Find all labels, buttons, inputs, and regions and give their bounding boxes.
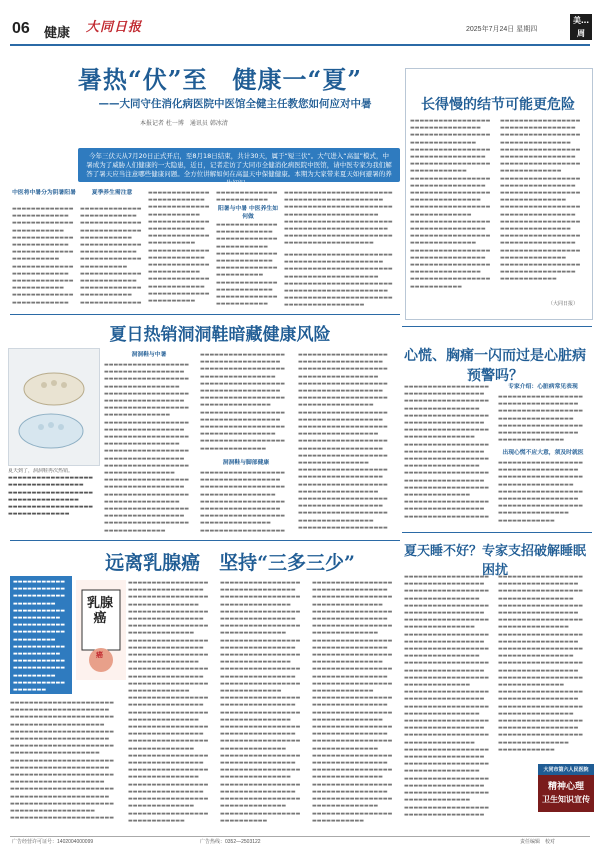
croc-shoes-photo <box>8 348 100 466</box>
lead-text: 今年三伏天从7月20日正式开启，至8月18日结束，共计30天，属于“短三伏”。大气进入“高温”模式，中暑成为了威胁人们健康的一大隐患，近日，记者走访了大同市全健消化病医院中医馆，请中医专家为我们解答了暑天应当注意哪些健康问题。全方位讲解如何在高温天中保健健康。本期为大家带来夏天如何避暑的养生知识。 <box>86 152 392 187</box>
byline: 本报记者 杜一博 通讯员 韩冰清 <box>140 120 228 127</box>
right3-col1: ▬▬▬▬▬▬▬▬▬▬▬▬▬▬▬▬▬▬ ▬▬▬▬▬▬▬▬▬▬▬▬▬▬▬▬▬ ▬▬▬▬▬▬▬▬▬▬▬▬▬▬▬▬▬▬ ▬▬▬▬▬▬▬▬▬▬▬▬▬▬▬▬ ▬▬▬▬▬▬▬▬▬▬▬▬▬▬▬▬▬▬ ▬▬▬▬▬▬▬▬▬▬▬▬▬▬▬▬▬ ▬▬▬▬▬▬▬▬▬▬▬▬▬▬▬▬▬▬ ▬▬▬▬▬▬▬▬▬▬▬▬▬▬▬ ▬▬▬▬▬▬▬▬▬▬▬▬▬▬▬▬▬▬ ▬▬▬▬▬▬▬▬▬▬▬▬▬▬▬▬▬ ▬▬▬▬▬▬▬▬▬▬▬▬▬▬▬▬▬▬ ▬▬▬▬▬▬▬▬▬▬▬▬▬▬▬▬ ▬▬▬▬▬▬▬▬▬▬▬▬▬▬▬▬▬▬ ▬▬▬▬▬▬▬▬▬▬▬▬▬▬▬▬▬ ▬▬▬▬▬▬▬▬▬▬▬▬▬▬▬▬▬▬ ▬▬▬▬▬▬▬▬▬▬▬▬▬▬ ▬▬▬▬▬▬▬▬▬▬▬▬▬▬▬▬▬▬ ▬▬▬▬▬▬▬▬▬▬▬▬▬▬▬▬▬ ▬▬▬▬▬▬▬▬▬▬▬▬▬▬▬▬▬▬ ▬▬▬▬▬▬▬▬▬▬▬▬▬▬▬▬ ▬▬▬▬▬▬▬▬▬▬▬▬▬▬▬▬▬▬ ▬▬▬▬▬▬▬▬▬▬▬▬▬▬▬▬▬ ▬▬▬▬▬▬▬▬▬▬▬▬▬▬▬▬▬▬ ▬▬▬▬▬▬▬▬▬▬▬▬▬▬▬ ▬▬▬▬▬▬▬▬▬▬▬▬▬▬▬▬▬▬ ▬▬▬▬▬▬▬▬▬▬▬▬▬▬▬▬▬ ▬▬▬▬▬▬▬▬▬▬▬▬▬▬▬▬▬▬ ▬▬▬▬▬▬▬▬▬▬▬▬▬▬▬▬ ▬▬▬▬▬▬▬▬▬▬▬▬▬▬▬▬▬▬ ▬▬▬▬▬▬▬▬▬▬▬▬▬▬▬▬▬ ▬▬▬▬▬▬▬▬▬▬▬▬▬▬▬▬▬▬ ▬▬▬▬▬▬▬▬▬▬▬▬▬▬ ▬▬▬▬▬▬▬▬▬▬▬▬▬▬▬▬▬▬ ▬▬▬▬▬▬▬▬▬▬▬▬▬▬▬▬▬ <box>404 574 490 818</box>
col4-subhead: 阳暑与中暑 中医养生如何做 <box>218 206 278 220</box>
section2-sub2: 洞洞鞋与脚部健康 <box>222 460 270 466</box>
issue-date: 2025年7月24日 星期四 <box>466 26 538 33</box>
croc-photo-caption: 夏天到了，洞洞鞋再次热销。 ▬▬▬▬▬▬▬▬▬▬▬▬▬▬▬▬▬▬ ▬▬▬▬▬▬▬▬▬▬▬▬▬▬▬▬ ▬▬▬▬▬▬▬▬▬▬▬▬▬▬▬▬▬▬ ▬▬▬▬▬▬▬▬▬▬▬▬▬▬▬ ▬▬▬▬▬▬▬▬▬▬▬▬▬▬▬▬▬▬ ▬▬▬▬▬▬▬▬▬▬▬▬▬ <box>8 468 100 530</box>
side-article-col1: ▬▬▬▬▬▬▬▬▬▬▬▬▬▬▬▬▬ ▬▬▬▬▬▬▬▬▬▬▬▬▬▬▬ ▬▬▬▬▬▬▬▬▬▬▬▬▬▬▬▬▬ ▬▬▬▬▬▬▬▬▬▬▬▬▬▬ ▬▬▬▬▬▬▬▬▬▬▬▬▬▬▬▬▬ ▬▬▬▬▬▬▬▬▬▬▬▬▬▬▬▬ ▬▬▬▬▬▬▬▬▬▬▬▬▬▬▬▬▬ ▬▬▬▬▬▬▬▬▬▬▬▬ ▬▬▬▬▬▬▬▬▬▬▬▬▬▬▬▬▬ ▬▬▬▬▬▬▬▬▬▬▬▬▬▬▬▬ ▬▬▬▬▬▬▬▬▬▬▬▬▬▬▬▬▬ ▬▬▬▬▬▬▬▬▬▬▬▬▬▬▬ ▬▬▬▬▬▬▬▬▬▬▬▬▬▬▬▬▬ ▬▬▬▬▬▬▬▬▬▬▬▬▬ ▬▬▬▬▬▬▬▬▬▬▬▬▬▬▬▬▬ ▬▬▬▬▬▬▬▬▬▬▬▬▬▬▬▬ ▬▬▬▬▬▬▬▬▬▬▬▬▬▬▬▬▬ ▬▬▬▬▬▬▬▬▬▬▬▬▬▬ ▬▬▬▬▬▬▬▬▬▬▬▬▬▬▬▬▬ ▬▬▬▬▬▬▬▬▬▬▬▬▬▬▬▬ ▬▬▬▬▬▬▬▬▬▬▬▬▬▬▬▬▬ ▬▬▬▬▬▬▬▬▬▬▬▬▬▬▬ ▬▬▬▬▬▬▬▬▬▬▬▬▬▬▬▬▬ ▬▬▬▬▬▬▬▬▬▬▬ <box>410 118 491 290</box>
section2-sub1: 洞洞鞋与中暑 <box>131 352 167 358</box>
section3-headline: 远离乳腺癌 坚持“三多三少” <box>105 552 355 574</box>
right2-col1: ▬▬▬▬▬▬▬▬▬▬▬▬▬▬▬▬▬▬ ▬▬▬▬▬▬▬▬▬▬▬▬▬▬▬▬▬ ▬▬▬▬▬▬▬▬▬▬▬▬▬▬▬▬▬▬ ▬▬▬▬▬▬▬▬▬▬▬▬▬▬▬▬ ▬▬▬▬▬▬▬▬▬▬▬▬▬▬▬▬▬▬ ▬▬▬▬▬▬▬▬▬▬▬▬▬▬▬▬▬ ▬▬▬▬▬▬▬▬▬▬▬▬▬▬▬▬▬▬ ▬▬▬▬▬▬▬▬▬▬▬▬▬▬▬ ▬▬▬▬▬▬▬▬▬▬▬▬▬▬▬▬▬▬ ▬▬▬▬▬▬▬▬▬▬▬▬▬▬▬▬▬ ▬▬▬▬▬▬▬▬▬▬▬▬▬▬▬▬▬▬ ▬▬▬▬▬▬▬▬▬▬▬▬▬▬▬▬ ▬▬▬▬▬▬▬▬▬▬▬▬▬▬▬▬▬▬ ▬▬▬▬▬▬▬▬▬▬▬▬▬▬▬▬▬ ▬▬▬▬▬▬▬▬▬▬▬▬▬▬▬▬▬▬ ▬▬▬▬▬▬▬▬▬▬▬▬▬▬ ▬▬▬▬▬▬▬▬▬▬▬▬▬▬▬▬▬▬ ▬▬▬▬▬▬▬▬▬▬▬▬▬▬▬▬▬ ▬▬▬▬▬▬▬▬▬▬▬▬▬▬▬▬▬▬ <box>404 384 490 520</box>
section-divider <box>10 314 400 315</box>
main-col4-text-top: ▬▬▬▬▬▬▬▬▬▬▬▬▬ ▬▬▬▬▬▬▬▬▬▬▬ <box>216 190 278 204</box>
side-article-title: 长得慢的结节可能更危险 <box>421 97 575 113</box>
footer-rule <box>10 836 590 837</box>
section3-col3: ▬▬▬▬▬▬▬▬▬▬▬▬▬▬▬▬▬ ▬▬▬▬▬▬▬▬▬▬▬▬▬▬▬▬ ▬▬▬▬▬▬▬▬▬▬▬▬▬▬▬▬▬ ▬▬▬▬▬▬▬▬▬▬▬▬▬▬▬ ▬▬▬▬▬▬▬▬▬▬▬▬▬▬▬▬▬ ▬▬▬▬▬▬▬▬▬▬▬▬▬▬▬▬ ▬▬▬▬▬▬▬▬▬▬▬▬▬▬▬▬▬ ▬▬▬▬▬▬▬▬▬▬▬▬▬▬ ▬▬▬▬▬▬▬▬▬▬▬▬▬▬▬▬▬ ▬▬▬▬▬▬▬▬▬▬▬▬▬▬▬▬ ▬▬▬▬▬▬▬▬▬▬▬▬▬▬▬▬▬ ▬▬▬▬▬▬▬▬▬▬▬▬▬▬▬ ▬▬▬▬▬▬▬▬▬▬▬▬▬▬▬▬▬ ▬▬▬▬▬▬▬▬▬▬▬▬▬▬▬▬ ▬▬▬▬▬▬▬▬▬▬▬▬▬▬▬▬▬ ▬▬▬▬▬▬▬▬▬▬▬▬▬ ▬▬▬▬▬▬▬▬▬▬▬▬▬▬▬▬▬ ▬▬▬▬▬▬▬▬▬▬▬▬▬▬▬▬ ▬▬▬▬▬▬▬▬▬▬▬▬▬▬▬▬▬ ▬▬▬▬▬▬▬▬▬▬▬▬▬▬▬ ▬▬▬▬▬▬▬▬▬▬▬▬▬▬▬▬▬ ▬▬▬▬▬▬▬▬▬▬▬▬▬▬▬▬ ▬▬▬▬▬▬▬▬▬▬▬▬▬▬▬▬▬ ▬▬▬▬▬▬▬▬▬▬▬▬▬▬ ▬▬▬▬▬▬▬▬▬▬▬▬▬▬▬▬▬ ▬▬▬▬▬▬▬▬▬▬▬▬▬▬▬▬ ▬▬▬▬▬▬▬▬▬▬▬▬▬▬▬▬▬ ▬▬▬▬▬▬▬▬▬▬▬▬▬▬▬ ▬▬▬▬▬▬▬▬▬▬▬▬▬▬▬▬▬ ▬▬▬▬▬▬▬▬▬▬▬▬▬▬▬▬ ▬▬▬▬▬▬▬▬▬▬▬▬▬▬▬▬▬ ▬▬▬▬▬▬▬▬▬▬▬▬▬▬ ▬▬▬▬▬▬▬▬▬▬▬▬▬▬▬▬▬ ▬▬▬▬▬▬▬▬▬▬ <box>220 580 301 824</box>
footer-license: 广告经营许可证号：1402004000099 <box>12 839 94 845</box>
section2-col3: ▬▬▬▬▬▬▬▬▬▬▬▬▬▬▬▬▬▬▬ ▬▬▬▬▬▬▬▬▬▬▬▬▬▬▬▬▬▬ ▬▬▬▬▬▬▬▬▬▬▬▬▬▬▬▬▬▬▬ ▬▬▬▬▬▬▬▬▬▬▬▬▬▬▬▬▬ ▬▬▬▬▬▬▬▬▬▬▬▬▬▬▬▬▬▬▬ ▬▬▬▬▬▬▬▬▬▬▬▬▬▬▬▬▬▬ ▬▬▬▬▬▬▬▬▬▬▬▬▬▬▬▬▬▬▬ ▬▬▬▬▬▬▬▬▬▬▬▬▬▬▬▬ ▬▬▬▬▬▬▬▬▬▬▬▬▬▬▬▬▬▬▬ ▬▬▬▬▬▬▬▬▬▬▬▬▬▬▬▬▬▬ ▬▬▬▬▬▬▬▬▬▬▬▬▬▬▬▬▬▬▬ ▬▬▬▬▬▬▬▬▬▬▬▬▬▬▬▬▬ ▬▬▬▬▬▬▬▬▬▬▬▬▬▬▬▬▬▬▬ ▬▬▬▬▬▬▬▬▬▬▬▬▬▬▬▬▬▬ ▬▬▬▬▬▬▬▬▬▬▬▬▬▬▬▬▬▬▬ ▬▬▬▬▬▬▬▬▬▬▬▬▬▬▬ ▬▬▬▬▬▬▬▬▬▬▬▬▬▬▬▬▬▬▬ ▬▬▬▬▬▬▬▬▬▬▬▬▬▬▬▬▬▬ ▬▬▬▬▬▬▬▬▬▬▬▬▬▬▬▬▬▬▬ ▬▬▬▬▬▬▬▬▬▬▬▬▬▬▬▬▬ ▬▬▬▬▬▬▬▬▬▬▬▬▬▬▬▬▬▬▬ ▬▬▬▬▬▬▬▬▬▬▬▬▬▬▬▬▬▬ ▬▬▬▬▬▬▬▬▬▬▬▬▬▬▬▬▬▬▬ ▬▬▬▬▬▬▬▬▬▬▬▬▬▬▬▬ ▬▬▬▬▬▬▬▬▬▬▬▬▬▬▬▬▬▬▬ <box>298 352 388 531</box>
section-name: 健康 <box>44 26 71 41</box>
footer-editor: 责任编辑 校对 <box>520 839 556 845</box>
hospital-ad <box>538 764 594 812</box>
caption-lead: 夏天到了，洞洞鞋再次热销。 <box>8 468 74 474</box>
right3-headline: 夏天睡不好？专家支招破解睡眠困扰 <box>403 544 586 578</box>
section2-col1: ▬▬▬▬▬▬▬▬▬▬▬▬▬▬▬▬▬▬ ▬▬▬▬▬▬▬▬▬▬▬▬▬▬▬▬▬ ▬▬▬▬▬▬▬▬▬▬▬▬▬▬▬▬▬▬ ▬▬▬▬▬▬▬▬▬▬▬▬▬▬▬▬ ▬▬▬▬▬▬▬▬▬▬▬▬▬▬▬▬▬▬ ▬▬▬▬▬▬▬▬▬▬▬▬▬▬▬▬▬ ▬▬▬▬▬▬▬▬▬▬▬▬▬▬▬▬▬▬ ▬▬▬▬▬▬▬▬▬▬▬▬▬▬ ▬▬▬▬▬▬▬▬▬▬▬▬▬▬▬▬▬▬ ▬▬▬▬▬▬▬▬▬▬▬▬▬▬▬▬▬ ▬▬▬▬▬▬▬▬▬▬▬▬▬▬▬▬▬▬ ▬▬▬▬▬▬▬▬▬▬▬▬▬▬▬▬ ▬▬▬▬▬▬▬▬▬▬▬▬▬▬▬▬▬▬ ▬▬▬▬▬▬▬▬▬▬▬▬▬▬▬▬▬ ▬▬▬▬▬▬▬▬▬▬▬▬▬▬▬▬▬▬ ▬▬▬▬▬▬▬▬▬▬▬▬▬▬▬ ▬▬▬▬▬▬▬▬▬▬▬▬▬▬▬▬▬▬ ▬▬▬▬▬▬▬▬▬▬▬▬▬▬▬▬▬ ▬▬▬▬▬▬▬▬▬▬▬▬▬▬▬▬▬▬ ▬▬▬▬▬▬▬▬▬▬▬▬▬▬▬▬ ▬▬▬▬▬▬▬▬▬▬▬▬▬▬▬▬▬▬ ▬▬▬▬▬▬▬▬▬▬▬▬▬▬▬▬▬ ▬▬▬▬▬▬▬▬▬▬▬▬▬▬▬▬▬▬ ▬▬▬▬▬▬▬▬▬▬▬▬▬ <box>104 362 190 534</box>
ad-line3: 卫生知识宣传 <box>542 794 590 804</box>
section2-headline: 夏日热销洞洞鞋暗藏健康风险 <box>109 325 331 345</box>
lead-box <box>78 148 400 187</box>
right-divider-1 <box>402 326 592 327</box>
section3-col4: ▬▬▬▬▬▬▬▬▬▬▬▬▬▬▬▬▬ ▬▬▬▬▬▬▬▬▬▬▬▬▬▬▬▬ ▬▬▬▬▬▬▬▬▬▬▬▬▬▬▬▬▬ ▬▬▬▬▬▬▬▬▬▬▬▬▬▬▬ ▬▬▬▬▬▬▬▬▬▬▬▬▬▬▬▬▬ ▬▬▬▬▬▬▬▬▬▬▬▬▬▬▬▬ ▬▬▬▬▬▬▬▬▬▬▬▬▬▬▬▬▬ ▬▬▬▬▬▬▬▬▬▬▬▬▬▬ ▬▬▬▬▬▬▬▬▬▬▬▬▬▬▬▬▬ ▬▬▬▬▬▬▬▬▬▬▬▬▬▬▬▬ ▬▬▬▬▬▬▬▬▬▬▬▬▬▬▬▬▬ ▬▬▬▬▬▬▬▬▬▬▬▬▬▬▬ ▬▬▬▬▬▬▬▬▬▬▬▬▬▬▬▬▬ ▬▬▬▬▬▬▬▬▬▬▬▬▬▬▬▬ ▬▬▬▬▬▬▬▬▬▬▬▬▬▬▬▬▬ ▬▬▬▬▬▬▬▬▬▬▬▬▬ ▬▬▬▬▬▬▬▬▬▬▬▬▬▬▬▬▬ ▬▬▬▬▬▬▬▬▬▬▬▬▬▬▬▬ ▬▬▬▬▬▬▬▬▬▬▬▬▬▬▬▬▬ ▬▬▬▬▬▬▬▬▬▬▬▬▬▬▬ ▬▬▬▬▬▬▬▬▬▬▬▬▬▬▬▬▬ ▬▬▬▬▬▬▬▬▬▬▬▬▬▬▬▬ ▬▬▬▬▬▬▬▬▬▬▬▬▬▬▬▬▬ ▬▬▬▬▬▬▬▬▬▬▬▬▬▬ ▬▬▬▬▬▬▬▬▬▬▬▬▬▬▬▬▬ ▬▬▬▬▬▬▬▬▬▬▬▬▬▬▬▬ ▬▬▬▬▬▬▬▬▬▬▬▬▬▬▬▬▬ ▬▬▬▬▬▬▬▬▬▬▬▬▬▬▬ ▬▬▬▬▬▬▬▬▬▬▬▬▬▬▬▬▬ ▬▬▬▬▬▬▬▬▬▬▬▬▬▬▬▬ ▬▬▬▬▬▬▬▬▬▬▬▬▬▬▬▬▬ ▬▬▬▬▬▬▬▬▬▬▬▬▬▬ ▬▬▬▬▬▬▬▬▬▬▬▬▬▬▬▬▬ ▬▬▬▬▬▬▬▬▬▬▬ <box>312 580 393 824</box>
right2-sub2: 出现心慌不应大意，须及时就医 <box>502 450 584 456</box>
breast-cancer-poster <box>76 580 126 680</box>
main-col2-text: ▬▬▬▬▬▬▬▬▬▬▬▬▬ ▬▬▬▬▬▬▬▬▬▬▬▬ ▬▬▬▬▬▬▬▬▬▬▬▬▬ ▬▬▬▬▬▬▬▬▬▬▬▬▬ ▬▬▬▬▬▬▬▬▬▬▬ ▬▬▬▬▬▬▬▬▬▬▬▬▬ ▬▬▬▬▬▬▬▬▬▬▬▬ ▬▬▬▬▬▬▬▬▬▬▬▬▬ ▬▬▬▬▬▬▬▬▬▬ ▬▬▬▬▬▬▬▬▬▬▬▬▬ ▬▬▬▬▬▬▬▬▬▬▬▬ ▬▬▬▬▬▬▬▬▬▬▬▬▬ ▬▬▬▬▬▬▬▬▬▬▬ ▬▬▬▬▬▬▬▬▬▬▬▬▬ <box>80 206 142 306</box>
section2-col2: ▬▬▬▬▬▬▬▬▬▬▬▬▬▬▬▬▬▬ ▬▬▬▬▬▬▬▬▬▬▬▬▬▬▬▬▬ ▬▬▬▬▬▬▬▬▬▬▬▬▬▬▬▬▬▬ ▬▬▬▬▬▬▬▬▬▬▬▬▬▬▬▬ ▬▬▬▬▬▬▬▬▬▬▬▬▬▬▬▬▬▬ ▬▬▬▬▬▬▬▬▬▬▬▬▬▬▬▬▬ ▬▬▬▬▬▬▬▬▬▬▬▬▬▬▬▬▬▬ ▬▬▬▬▬▬▬▬▬▬▬▬▬▬▬ ▬▬▬▬▬▬▬▬▬▬▬▬▬▬▬▬▬▬ ▬▬▬▬▬▬▬▬▬▬▬▬▬▬▬▬▬ ▬▬▬▬▬▬▬▬▬▬▬▬▬▬▬▬▬▬ ▬▬▬▬▬▬▬▬▬▬▬▬▬▬▬▬ ▬▬▬▬▬▬▬▬▬▬▬▬▬▬▬▬▬▬ ▬▬▬▬▬▬▬▬▬▬▬▬▬▬ <box>200 352 286 452</box>
side-article-source: （大同日报） <box>548 301 579 307</box>
section3-col1: ▬▬▬▬▬▬▬▬▬▬▬▬▬▬▬▬▬▬▬▬▬▬ ▬▬▬▬▬▬▬▬▬▬▬▬▬▬▬▬▬▬▬▬▬ ▬▬▬▬▬▬▬▬▬▬▬▬▬▬▬▬▬▬▬▬▬▬ ▬▬▬▬▬▬▬▬▬▬▬▬▬▬▬▬▬▬▬▬ ▬▬▬▬▬▬▬▬▬▬▬▬▬▬▬▬▬▬▬▬▬▬ ▬▬▬▬▬▬▬▬▬▬▬▬▬▬▬▬▬▬▬▬▬ ▬▬▬▬▬▬▬▬▬▬▬▬▬▬▬▬▬▬▬▬▬▬ ▬▬▬▬▬▬▬▬▬▬▬▬▬▬▬▬▬▬▬ ▬▬▬▬▬▬▬▬▬▬▬▬▬▬▬▬▬▬▬▬▬▬ ▬▬▬▬▬▬▬▬▬▬▬▬▬▬▬▬▬▬▬▬▬ ▬▬▬▬▬▬▬▬▬▬▬▬▬▬▬▬▬▬▬▬▬▬ ▬▬▬▬▬▬▬▬▬▬▬▬▬▬▬▬▬▬▬▬ ▬▬▬▬▬▬▬▬▬▬▬▬▬▬▬▬▬▬▬▬▬▬ ▬▬▬▬▬▬▬▬▬▬▬▬▬▬▬▬▬▬▬▬▬ ▬▬▬▬▬▬▬▬▬▬▬▬▬▬▬▬▬▬▬▬▬▬ ▬▬▬▬▬▬▬▬▬▬▬▬▬▬▬▬▬▬ ▬▬▬▬▬▬▬▬▬▬▬▬▬▬▬▬▬▬▬▬▬▬ <box>10 700 114 822</box>
right2-sub1: 专家介绍：心脏病常见表现 <box>508 384 578 390</box>
main-col1-text: ▬▬▬▬▬▬▬▬▬▬▬▬▬ ▬▬▬▬▬▬▬▬▬▬▬▬ ▬▬▬▬▬▬▬▬▬▬▬▬▬ ▬▬▬▬▬▬▬▬▬▬▬ ▬▬▬▬▬▬▬▬▬▬▬▬▬ ▬▬▬▬▬▬▬▬▬▬▬▬ ▬▬▬▬▬▬▬▬▬▬▬▬▬ ▬▬▬▬▬▬▬▬▬▬ ▬▬▬▬▬▬▬▬▬▬▬▬▬ ▬▬▬▬▬▬▬▬▬▬▬▬ ▬▬▬▬▬▬▬▬▬▬▬▬▬ ▬▬▬▬▬▬▬▬▬▬▬ ▬▬▬▬▬▬▬▬▬▬▬▬▬ ▬▬▬▬▬▬▬▬▬▬▬▬ <box>12 206 74 306</box>
col2-subhead: 夏季养生需注意 <box>91 190 133 196</box>
main-col4-text: ▬▬▬▬▬▬▬▬▬▬▬▬▬ ▬▬▬▬▬▬▬▬▬▬▬▬ ▬▬▬▬▬▬▬▬▬▬▬▬▬ ▬▬▬▬▬▬▬▬▬▬▬ ▬▬▬▬▬▬▬▬▬▬▬▬▬ ▬▬▬▬▬▬▬▬▬▬▬▬ ▬▬▬▬▬▬▬▬▬▬▬▬▬ ▬▬▬▬▬▬▬▬▬▬ ▬▬▬▬▬▬▬▬▬▬▬▬▬ ▬▬▬▬▬▬▬▬▬▬▬▬ ▬▬▬▬▬▬▬▬▬▬▬▬▬ ▬▬▬▬▬▬▬▬▬▬▬ <box>216 222 278 308</box>
right2-col2b: ▬▬▬▬▬▬▬▬▬▬▬▬▬▬▬▬▬▬ ▬▬▬▬▬▬▬▬▬▬▬▬▬▬▬▬▬ ▬▬▬▬▬▬▬▬▬▬▬▬▬▬▬▬▬▬ ▬▬▬▬▬▬▬▬▬▬▬▬▬▬▬▬ ▬▬▬▬▬▬▬▬▬▬▬▬▬▬▬▬▬▬ ▬▬▬▬▬▬▬▬▬▬▬▬▬▬▬▬▬ ▬▬▬▬▬▬▬▬▬▬▬▬▬▬▬▬▬▬ ▬▬▬▬▬▬▬▬▬▬▬▬▬▬▬ ▬▬▬▬▬▬▬▬▬▬▬▬ <box>498 460 584 524</box>
poster-tag: 癌 <box>96 651 103 659</box>
side-article-col2: ▬▬▬▬▬▬▬▬▬▬▬▬▬▬▬▬▬ ▬▬▬▬▬▬▬▬▬▬▬▬▬▬▬▬ ▬▬▬▬▬▬▬▬▬▬▬▬▬▬▬▬▬ ▬▬▬▬▬▬▬▬▬▬▬▬▬▬▬ ▬▬▬▬▬▬▬▬▬▬▬▬▬▬▬▬▬ ▬▬▬▬▬▬▬▬▬▬▬▬▬▬▬▬ ▬▬▬▬▬▬▬▬▬▬▬▬▬▬▬▬▬ ▬▬▬▬▬▬▬▬▬▬▬▬▬ ▬▬▬▬▬▬▬▬▬▬▬▬▬▬▬▬▬ ▬▬▬▬▬▬▬▬▬▬▬▬▬▬▬▬ ▬▬▬▬▬▬▬▬▬▬▬▬▬▬▬▬▬ ▬▬▬▬▬▬▬▬▬▬▬▬▬▬ ▬▬▬▬▬▬▬▬▬▬▬▬▬▬▬▬▬ ▬▬▬▬▬▬▬▬▬▬▬▬▬▬▬▬ ▬▬▬▬▬▬▬▬▬▬▬▬▬▬▬▬▬ ▬▬▬▬▬▬▬▬▬▬▬▬▬▬▬ ▬▬▬▬▬▬▬▬▬▬▬▬▬▬▬▬▬ ▬▬▬▬▬▬▬▬▬▬▬▬▬▬▬▬ ▬▬▬▬▬▬▬▬▬▬▬▬▬▬▬▬▬ ▬▬▬▬▬▬▬▬▬▬▬▬▬▬ ▬▬▬▬▬▬▬▬▬▬▬▬▬▬▬▬▬ ▬▬▬▬▬▬▬▬▬▬▬▬▬▬▬▬ ▬▬▬▬▬▬▬▬▬▬▬▬ <box>500 118 581 283</box>
section2-col2b: ▬▬▬▬▬▬▬▬▬▬▬▬▬▬▬▬▬▬ ▬▬▬▬▬▬▬▬▬▬▬▬▬▬▬▬▬ ▬▬▬▬▬▬▬▬▬▬▬▬▬▬▬▬▬▬ ▬▬▬▬▬▬▬▬▬▬▬▬▬▬▬▬ ▬▬▬▬▬▬▬▬▬▬▬▬▬▬▬▬▬▬ ▬▬▬▬▬▬▬▬▬▬▬▬▬▬▬▬▬ ▬▬▬▬▬▬▬▬▬▬▬▬▬▬▬▬▬▬ ▬▬▬▬▬▬▬▬▬▬▬▬▬▬▬ ▬▬▬▬▬▬▬▬▬▬▬▬▬▬▬▬▬▬ <box>200 470 286 534</box>
right2-headline: 心慌、胸痛一闪而过是心脏病预警吗？ <box>404 348 586 384</box>
poster-text: 乳腺癌 <box>86 596 113 626</box>
main-col3-text: ▬▬▬▬▬▬▬▬▬▬▬▬▬ ▬▬▬▬▬▬▬▬▬▬▬▬ ▬▬▬▬▬▬▬▬▬▬▬▬▬ ▬▬▬▬▬▬▬▬▬▬▬ ▬▬▬▬▬▬▬▬▬▬▬▬▬ ▬▬▬▬▬▬▬▬▬▬▬▬ ▬▬▬▬▬▬▬▬▬▬▬▬▬ ▬▬▬▬▬▬▬▬▬▬ ▬▬▬▬▬▬▬▬▬▬▬▬▬ ▬▬▬▬▬▬▬▬▬▬▬▬ ▬▬▬▬▬▬▬▬▬▬▬▬▬ ▬▬▬▬▬▬▬▬▬▬▬ ▬▬▬▬▬▬▬▬▬▬▬▬▬ ▬▬▬▬▬▬▬▬▬▬▬▬ ▬▬▬▬▬▬▬▬▬▬▬▬▬ ▬▬▬▬▬▬▬▬▬▬ <box>148 190 210 305</box>
right-divider-2 <box>402 532 592 533</box>
right3-col2: ▬▬▬▬▬▬▬▬▬▬▬▬▬▬▬▬▬▬ ▬▬▬▬▬▬▬▬▬▬▬▬▬▬▬▬▬ ▬▬▬▬▬▬▬▬▬▬▬▬▬▬▬▬▬▬ ▬▬▬▬▬▬▬▬▬▬▬▬▬▬▬▬ ▬▬▬▬▬▬▬▬▬▬▬▬▬▬▬▬▬▬ ▬▬▬▬▬▬▬▬▬▬▬▬▬▬▬▬▬ ▬▬▬▬▬▬▬▬▬▬▬▬▬▬▬▬▬▬ ▬▬▬▬▬▬▬▬▬▬▬▬▬▬▬ ▬▬▬▬▬▬▬▬▬▬▬▬▬▬▬▬▬▬ ▬▬▬▬▬▬▬▬▬▬▬▬▬▬▬▬▬ ▬▬▬▬▬▬▬▬▬▬▬▬▬▬▬▬▬▬ ▬▬▬▬▬▬▬▬▬▬▬▬▬▬▬▬ ▬▬▬▬▬▬▬▬▬▬▬▬▬▬▬▬▬▬ ▬▬▬▬▬▬▬▬▬▬▬▬▬▬▬▬▬ ▬▬▬▬▬▬▬▬▬▬▬▬▬▬▬▬▬▬ ▬▬▬▬▬▬▬▬▬▬▬▬▬▬ ▬▬▬▬▬▬▬▬▬▬▬▬▬▬▬▬▬▬ ▬▬▬▬▬▬▬▬▬▬▬▬▬▬▬▬▬ ▬▬▬▬▬▬▬▬▬▬▬▬▬▬▬▬▬▬ ▬▬▬▬▬▬▬▬▬▬▬▬▬▬▬▬ ▬▬▬▬▬▬▬▬▬▬▬▬▬▬▬▬▬▬ ▬▬▬▬▬▬▬▬▬▬▬▬▬▬▬▬▬ ▬▬▬▬▬▬▬▬▬▬▬▬▬▬▬▬▬▬ ▬▬▬▬▬▬▬▬▬▬▬▬▬▬▬ ▬▬▬▬▬▬▬▬▬▬▬▬ <box>498 574 584 753</box>
section-divider-2 <box>10 540 400 541</box>
ad-hospital-name: 大同市第六人民医院 <box>538 764 594 775</box>
masthead-logo: 大同日报 <box>86 20 143 35</box>
section3-col2: ▬▬▬▬▬▬▬▬▬▬▬▬▬▬▬▬▬ ▬▬▬▬▬▬▬▬▬▬▬▬▬▬▬▬ ▬▬▬▬▬▬▬▬▬▬▬▬▬▬▬▬▬ ▬▬▬▬▬▬▬▬▬▬▬▬▬▬▬ ▬▬▬▬▬▬▬▬▬▬▬▬▬▬▬▬▬ ▬▬▬▬▬▬▬▬▬▬▬▬▬▬▬▬ ▬▬▬▬▬▬▬▬▬▬▬▬▬▬▬▬▬ ▬▬▬▬▬▬▬▬▬▬▬▬▬▬ ▬▬▬▬▬▬▬▬▬▬▬▬▬▬▬▬▬ ▬▬▬▬▬▬▬▬▬▬▬▬▬▬▬▬ ▬▬▬▬▬▬▬▬▬▬▬▬▬▬▬▬▬ ▬▬▬▬▬▬▬▬▬▬▬▬▬▬▬ ▬▬▬▬▬▬▬▬▬▬▬▬▬▬▬▬▬ ▬▬▬▬▬▬▬▬▬▬▬▬▬▬▬▬ ▬▬▬▬▬▬▬▬▬▬▬▬▬▬▬▬▬ ▬▬▬▬▬▬▬▬▬▬▬▬▬ ▬▬▬▬▬▬▬▬▬▬▬▬▬▬▬▬▬ ▬▬▬▬▬▬▬▬▬▬▬▬▬▬▬▬ ▬▬▬▬▬▬▬▬▬▬▬▬▬▬▬▬▬ ▬▬▬▬▬▬▬▬▬▬▬▬▬▬▬ ▬▬▬▬▬▬▬▬▬▬▬▬▬▬▬▬▬ ▬▬▬▬▬▬▬▬▬▬▬▬▬▬▬▬ ▬▬▬▬▬▬▬▬▬▬▬▬▬▬▬▬▬ ▬▬▬▬▬▬▬▬▬▬▬▬▬▬ ▬▬▬▬▬▬▬▬▬▬▬▬▬▬▬▬▬ ▬▬▬▬▬▬▬▬▬▬▬▬▬▬▬▬ ▬▬▬▬▬▬▬▬▬▬▬▬▬▬▬▬▬ ▬▬▬▬▬▬▬▬▬▬▬▬▬▬▬ ▬▬▬▬▬▬▬▬▬▬▬▬▬▬▬▬▬ ▬▬▬▬▬▬▬▬▬▬▬▬▬▬▬▬ ▬▬▬▬▬▬▬▬▬▬▬▬▬▬▬▬▬ ▬▬▬▬▬▬▬▬▬▬▬▬▬▬ ▬▬▬▬▬▬▬▬▬▬▬▬▬▬▬▬▬ ▬▬▬▬▬▬▬▬▬▬▬▬ <box>128 580 209 824</box>
header-rule <box>10 44 590 46</box>
breast-cancer-illustration <box>76 580 126 680</box>
main-col5-text: ▬▬▬▬▬▬▬▬▬▬▬▬▬▬▬▬▬▬▬▬▬▬▬ ▬▬▬▬▬▬▬▬▬▬▬▬▬▬▬▬▬▬▬▬▬ ▬▬▬▬▬▬▬▬▬▬▬▬▬▬▬▬▬▬▬▬▬▬▬ ▬▬▬▬▬▬▬▬▬▬▬▬▬▬▬▬▬▬▬▬ ▬▬▬▬▬▬▬▬▬▬▬▬▬▬▬▬▬▬▬▬▬▬▬ ▬▬▬▬▬▬▬▬▬▬▬▬▬▬▬▬▬▬▬▬▬▬ ▬▬▬▬▬▬▬▬▬▬▬▬▬▬▬▬▬▬▬▬▬▬▬ ▬▬▬▬▬▬▬▬▬▬▬▬▬▬▬▬▬▬▬ <box>284 190 393 247</box>
header-badge: 美…周 <box>570 14 592 40</box>
main-headline: 暑热“伏”至 健康一“夏” <box>77 65 363 94</box>
right2-col2: ▬▬▬▬▬▬▬▬▬▬▬▬▬▬▬▬▬▬ ▬▬▬▬▬▬▬▬▬▬▬▬▬▬▬▬▬ ▬▬▬▬▬▬▬▬▬▬▬▬▬▬▬▬▬▬ ▬▬▬▬▬▬▬▬▬▬▬▬▬▬▬▬ ▬▬▬▬▬▬▬▬▬▬▬▬▬▬▬▬▬▬ ▬▬▬▬▬▬▬▬▬▬▬▬▬▬▬▬▬ ▬▬▬▬▬▬▬▬▬▬▬▬▬▬ <box>498 394 584 444</box>
page-number: 06 <box>12 20 30 37</box>
col1-subhead: 中医将中暑分为阴暑阳暑 <box>12 190 76 196</box>
section3-intro-box: ▬▬▬▬▬▬▬▬▬▬▬ ▬▬▬▬▬▬▬▬▬▬▬ ▬▬▬▬▬▬▬▬▬▬▬ ▬▬▬▬▬▬▬▬▬ ▬▬▬▬▬▬▬▬▬▬▬ ▬▬▬▬▬▬▬▬▬▬ ▬▬▬▬▬▬▬▬▬▬▬ ▬▬▬▬▬▬▬▬▬▬▬ ▬▬▬▬▬▬▬▬▬ ▬▬▬▬▬▬▬▬▬▬▬ ▬▬▬▬▬▬▬▬▬▬ ▬▬▬▬▬▬▬▬▬▬▬ ▬▬▬▬▬▬▬▬▬▬▬ ▬▬▬▬▬▬▬▬▬ ▬▬▬▬▬▬▬▬▬▬▬ ▬▬▬▬▬▬▬ <box>10 576 72 694</box>
main-subheadline: ——大同守住消化病医院中医馆全健主任教您如何应对中暑 <box>98 98 372 110</box>
croc-shoes-illustration <box>9 349 99 465</box>
main-col6-text: ▬▬▬▬▬▬▬▬▬▬▬▬▬▬▬▬▬▬▬▬▬▬▬ ▬▬▬▬▬▬▬▬▬▬▬▬▬▬▬▬▬▬▬▬▬ ▬▬▬▬▬▬▬▬▬▬▬▬▬▬▬▬▬▬▬▬▬▬▬ ▬▬▬▬▬▬▬▬▬▬▬▬▬▬▬▬▬▬▬▬ ▬▬▬▬▬▬▬▬▬▬▬▬▬▬▬▬▬▬▬▬▬▬▬ ▬▬▬▬▬▬▬▬▬▬▬▬▬▬▬▬▬▬▬▬▬▬ ▬▬▬▬▬▬▬▬▬▬▬▬▬▬▬▬▬▬▬▬▬▬▬ ▬▬▬▬▬▬▬▬▬▬▬▬▬▬▬▬▬ <box>284 252 393 309</box>
footer-hotline: 广告热线：0352—2503122 <box>200 839 261 845</box>
ad-line2: 精神心理 <box>547 782 584 792</box>
